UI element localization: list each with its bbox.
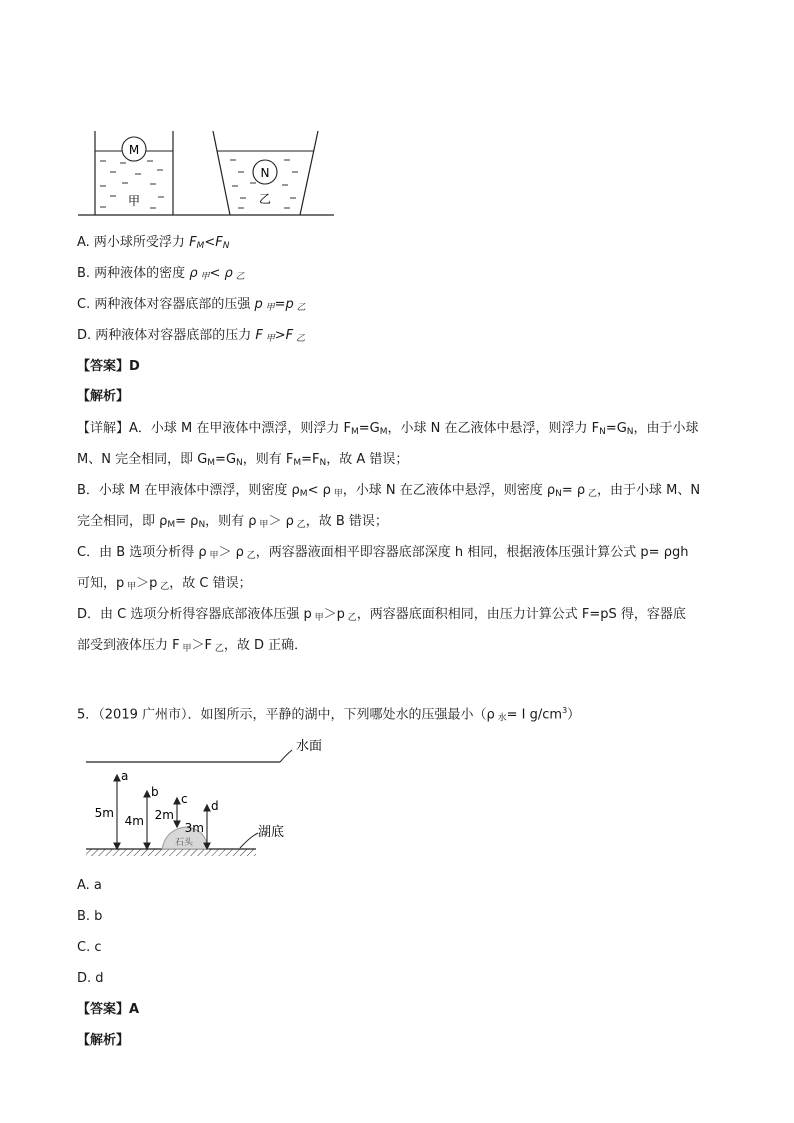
- depth-a-label: 5m: [94, 806, 114, 820]
- point-d-label: d: [211, 799, 219, 813]
- q4-detail-line: M、N 完全相同，即 $G_M=G_N$，则有 $F_M=F_N$，故 A 错误；: [77, 452, 409, 468]
- point-c-label: c: [181, 792, 188, 806]
- containers-figure: [0, 0, 794, 230]
- lake-bottom-label: 湖底: [258, 825, 285, 840]
- q5-stem: 5．（2019 广州市）．如图所示，平静的湖中，下列哪处水的压强最小（ρ $_水$= I $g/cm^3$）: [77, 706, 581, 724]
- q4-detail-line: 【详解】A．小球 M 在甲液体中漂浮，则浮力 $F_M=G_M$，小球 N 在乙液体中悬浮，则浮力 $F_N=G_N$，由于小球: [77, 421, 699, 437]
- depth-c-label: 2m: [154, 808, 174, 822]
- label-yi: 乙: [258, 192, 272, 206]
- label-jia: 甲: [127, 194, 141, 208]
- depth-d-label: 3m: [184, 821, 204, 835]
- q5-option-a: A. a: [77, 878, 102, 893]
- q4-option-a: A. 两小球所受浮力 $F_M<F_N$: [77, 235, 230, 251]
- water-surface-label: 水面: [296, 739, 323, 754]
- lake-figure: [0, 735, 794, 865]
- q4-analysis-label: 【解析】: [77, 389, 130, 404]
- q4-option-d: D. 两种液体对容器底部的压力 F $_甲$>F $_乙$: [77, 328, 306, 344]
- q5-option-b: B. b: [77, 909, 103, 924]
- ball-m-label: M: [128, 143, 140, 157]
- q5-option-d: D. d: [77, 971, 104, 986]
- q4-option-b: B. 两种液体的密度 ρ $_甲$< ρ $_乙$: [77, 266, 245, 282]
- q4-detail-line: 可知，p $_甲$＞p $_乙$，故 C 错误；: [77, 576, 252, 592]
- q4-detail-line: 部受到液体压力 F $_甲$＞F $_乙$，故 D 正确．: [77, 638, 308, 654]
- q4-detail-line: D．由 C 选项分析得容器底部液体压强 p $_甲$＞p $_乙$，两容器底面积相同，由压力计算公式 F=pS 得，容器底: [77, 607, 686, 623]
- q4-detail-line: 完全相同，即 $\rho_M= \rho_N$，则有 ρ $_甲$＞ ρ $_乙$，故 B 错误；: [77, 514, 388, 530]
- q4-option-c: C. 两种液体对容器底部的压强 p $_甲$=p $_乙$: [77, 297, 306, 313]
- q5-analysis-label: 【解析】: [77, 1033, 130, 1048]
- container-yi: [213, 131, 230, 215]
- depth-b-label: 4m: [124, 814, 144, 828]
- point-a-label: a: [121, 769, 129, 783]
- q4-answer: 【答案】D: [77, 359, 140, 374]
- ball-n-label: N: [260, 166, 270, 180]
- stone-label: 石头: [174, 838, 194, 848]
- lake-bottom: [86, 849, 256, 856]
- q5-option-c: C. c: [77, 940, 102, 955]
- point-b-label: b: [151, 785, 159, 799]
- q4-detail-line: B．小球 M 在甲液体中漂浮，则密度 $\rho_M< \rho$ $_甲$，小球 N 在乙液体中悬浮，则密度 $\rho_N= \rho$ $_乙$，由于小球 M、N: [77, 483, 701, 499]
- q4-detail-line: C．由 B 选项分析得 ρ $_甲$＞ ρ $_乙$，两容器液面相平即容器底部深度 h 相同，根据液体压强计算公式 p= ρgh: [77, 545, 689, 561]
- q5-answer: 【答案】A: [77, 1002, 140, 1017]
